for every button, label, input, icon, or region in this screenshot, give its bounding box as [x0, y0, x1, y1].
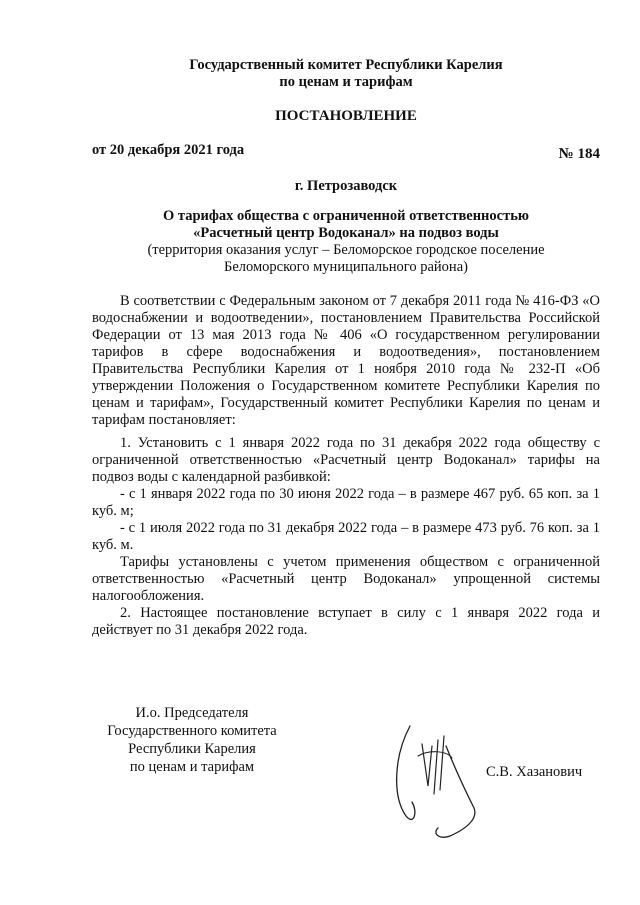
issuer-line-1: Государственный комитет Республики Карелия [189, 57, 503, 73]
signatory-line-4: по ценам и тарифам [129, 759, 255, 775]
subject-line-4: Беломорского муниципального района) [224, 259, 468, 275]
document-number: № 184 [558, 146, 600, 162]
issuer-line-2: по ценам и тарифам [279, 74, 413, 90]
document-type: ПОСТАНОВЛЕНИЕ [275, 108, 417, 124]
subject-line-3: (территория оказания услуг – Беломорское городское поселение [147, 242, 545, 258]
subject-line-2: «Расчетный центр Водоканал» на подвоз воды [193, 225, 499, 241]
signatory-line-2: Государственного комитета [107, 723, 277, 739]
signatory-line-3: Республики Карелия [128, 741, 256, 757]
signer-name: С.В. Хазанович [486, 764, 583, 780]
paragraph-tariff-period-1: - с 1 января 2022 года по 30 июня 2022 года – в размере 467 руб. 65 коп. за 1 куб. м; [92, 486, 600, 519]
paragraph-tax-note: Тарифы установлены с учетом применения обществом с ограниченной ответственностью «Расчетный центр Водоканал» упрощенной системы налогообложения. [92, 554, 600, 604]
signatory-line-1: И.о. Председателя [135, 705, 249, 721]
city: г. Петрозаводск [294, 178, 398, 194]
subject-block [90, 208, 602, 276]
paragraph-item-2: 2. Настоящее постановление вступает в силу с 1 января 2022 года и действует по 31 декабря 2022 года. [92, 605, 600, 638]
subject-line-1: О тарифах общества с ограниченной ответственностью [163, 208, 529, 224]
document-body [92, 293, 600, 639]
paragraph-tariff-period-2: - с 1 июля 2022 года по 31 декабря 2022 года – в размере 473 руб. 76 коп. за 1 куб. м. [92, 520, 600, 553]
signatory-title [92, 704, 292, 776]
paragraph-item-1: 1. Установить с 1 января 2022 года по 31 декабря 2022 года обществу с ограниченной ответственностью «Расчетный центр Водоканал» тарифы на подвоз воды с календарной разбивкой: [92, 435, 600, 485]
paragraph-preamble: В соответствии с Федеральным законом от 7 декабря 2011 года № 416-ФЗ «О водоснабжении и водоотведении», постановлением Правительства Российской Федерации от 13 мая 2013 года № 406 «О государственном регулировании тарифов в сфере водоснабжения и водоотведения», постановлением Правительства Республики Карелия от 1 ноября 2010 года № 232-П «Об утверждении Положения о Государственном комитете Республики Карелия по ценам и тарифам», Государственный комитет Республики Карелия по ценам и тарифам постановляет: [92, 293, 600, 428]
handwritten-signature [388, 716, 498, 846]
issuer-header [90, 57, 602, 91]
document-date: от 20 декабря 2021 года [92, 142, 245, 158]
